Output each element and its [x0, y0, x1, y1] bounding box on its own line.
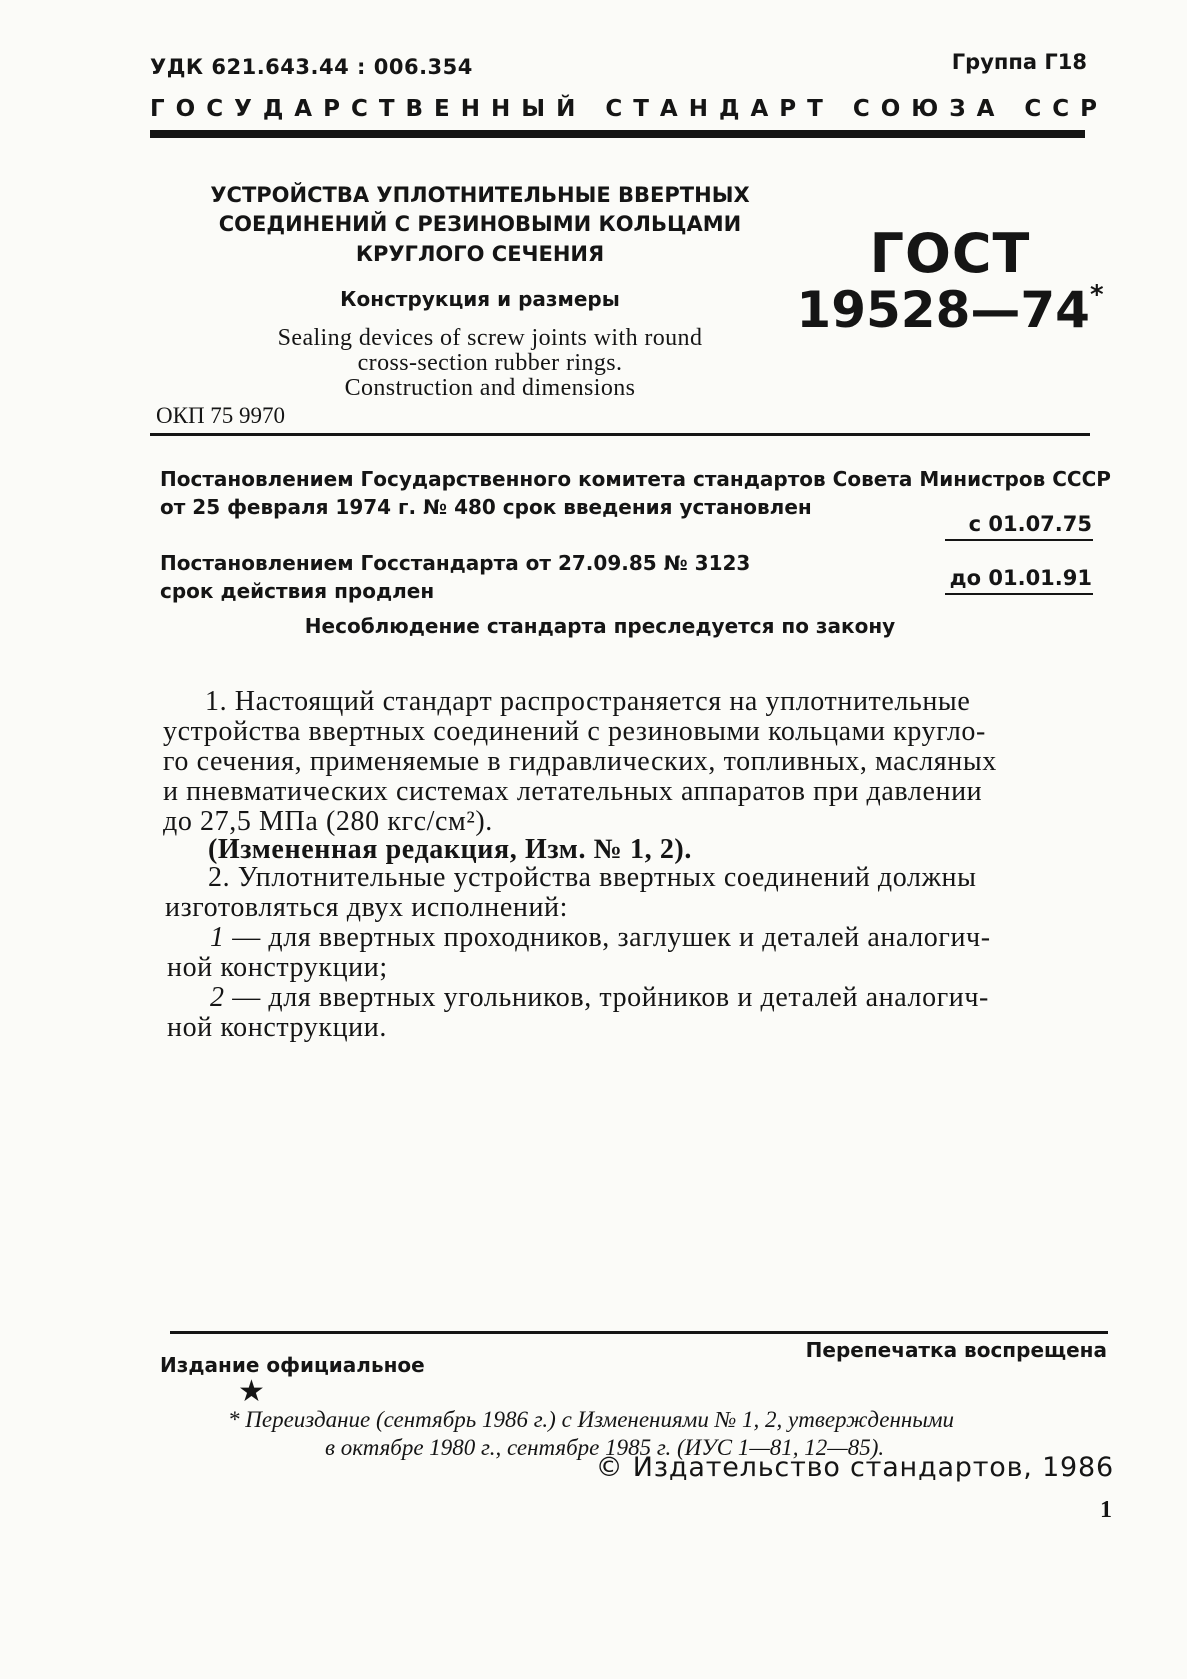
para-1-line-5: до 27,5 МПа (280 кгс/см²). [163, 806, 493, 837]
date-introduced-rule [945, 539, 1093, 541]
gost-asterisk: * [1089, 280, 1104, 310]
para-1-line-4: и пневматических системах летательных аппаратов при давлении [163, 776, 983, 807]
decree-line-1: Постановлением Государственного комитета стандартов Совета Министров СССР [160, 467, 1111, 491]
para-2-line-2: изготовляться двух исполнений: [165, 892, 568, 923]
reprint-prohibited-label: Перепечатка воспрещена [805, 1338, 1107, 1362]
date-introduced: с 01.07.75 [968, 512, 1092, 536]
decree-line-4: срок действия продлен [160, 579, 435, 603]
variant-2-line-1 [210, 982, 989, 1014]
variant-1-line-2: ной конструкции; [167, 952, 388, 983]
variant-1-text: — для ввертных проходников, заглушек и деталей аналогич- [224, 922, 991, 953]
title-ru-line-3: КРУГЛОГО СЕЧЕНИЯ [355, 242, 605, 266]
reprint-note-line-1: * Переиздание (сентябрь 1986 г.) с Изменениями № 1, 2, утвержденными [228, 1407, 955, 1432]
page-number: 1 [1100, 1497, 1112, 1523]
para-1-line-1: 1. Настоящий стандарт распространяется на уплотнительные [205, 686, 971, 717]
variant-1-number: 1 [210, 922, 225, 953]
variant-2-line-2: ной конструкции. [167, 1012, 387, 1043]
date-extended: до 01.01.91 [949, 566, 1092, 590]
para-1-line-2: устройства ввертных соединений с резиновыми кольцами кругло- [163, 716, 986, 747]
decree-line-3: Постановлением Госстандарта от 27.09.85 № 3123 [160, 551, 751, 575]
para-2-line-1: 2. Уплотнительные устройства ввертных соединений должны [208, 862, 977, 893]
title-ru-line-1: УСТРОЙСТВА УПЛОТНИТЕЛЬНЫЕ ВВЕРТНЫХ [210, 183, 750, 207]
law-notice: Несоблюдение стандарта преследуется по закону [304, 614, 896, 638]
star-icon: ★ [238, 1375, 265, 1408]
copyright-line: © Издательство стандартов, 1986 [595, 1452, 1114, 1483]
title-rule [150, 433, 1090, 436]
title-ru-line-2: СОЕДИНЕНИЙ С РЕЗИНОВЫМИ КОЛЬЦАМИ [218, 212, 742, 236]
gost-number [790, 280, 1110, 339]
amended-edition-note: (Измененная редакция, Изм. № 1, 2). [208, 834, 692, 865]
variant-2-text: — для ввертных угольников, тройников и деталей аналогич- [224, 982, 989, 1013]
header-rule [150, 130, 1085, 138]
udk-code: УДК 621.643.44 : 006.354 [150, 55, 473, 79]
date-extended-rule [945, 593, 1093, 595]
official-edition-label: Издание официальное [160, 1353, 425, 1377]
gost-label: ГОСТ [869, 222, 1031, 285]
variant-1-line-1 [210, 922, 991, 954]
title-en-line-3: Construction and dimensions [344, 375, 636, 401]
title-en-line-1: Sealing devices of screw joints with round [277, 325, 703, 351]
title-ru-subtitle: Конструкция и размеры [340, 287, 620, 311]
group-code: Группа Г18 [951, 50, 1087, 74]
variant-2-number: 2 [210, 982, 225, 1013]
state-standard-heading: ГОСУДАРСТВЕННЫЙ СТАНДАРТ СОЮЗА ССР [150, 96, 1109, 122]
gost-number-text: 19528—74 [796, 281, 1090, 339]
title-en-line-2: cross-section rubber rings. [357, 350, 623, 376]
para-1-line-3: го сечения, применяемые в гидравлических, топливных, масляных [163, 746, 997, 777]
reprint-note-line-2: в октябре 1980 г., сентябре 1985 г. (ИУС 1—81, 12—85). [325, 1435, 885, 1460]
footer-rule [170, 1331, 1108, 1334]
okp-code: ОКП 75 9970 [156, 403, 286, 428]
decree-line-2: от 25 февраля 1974 г. № 480 срок введения установлен [160, 495, 812, 519]
